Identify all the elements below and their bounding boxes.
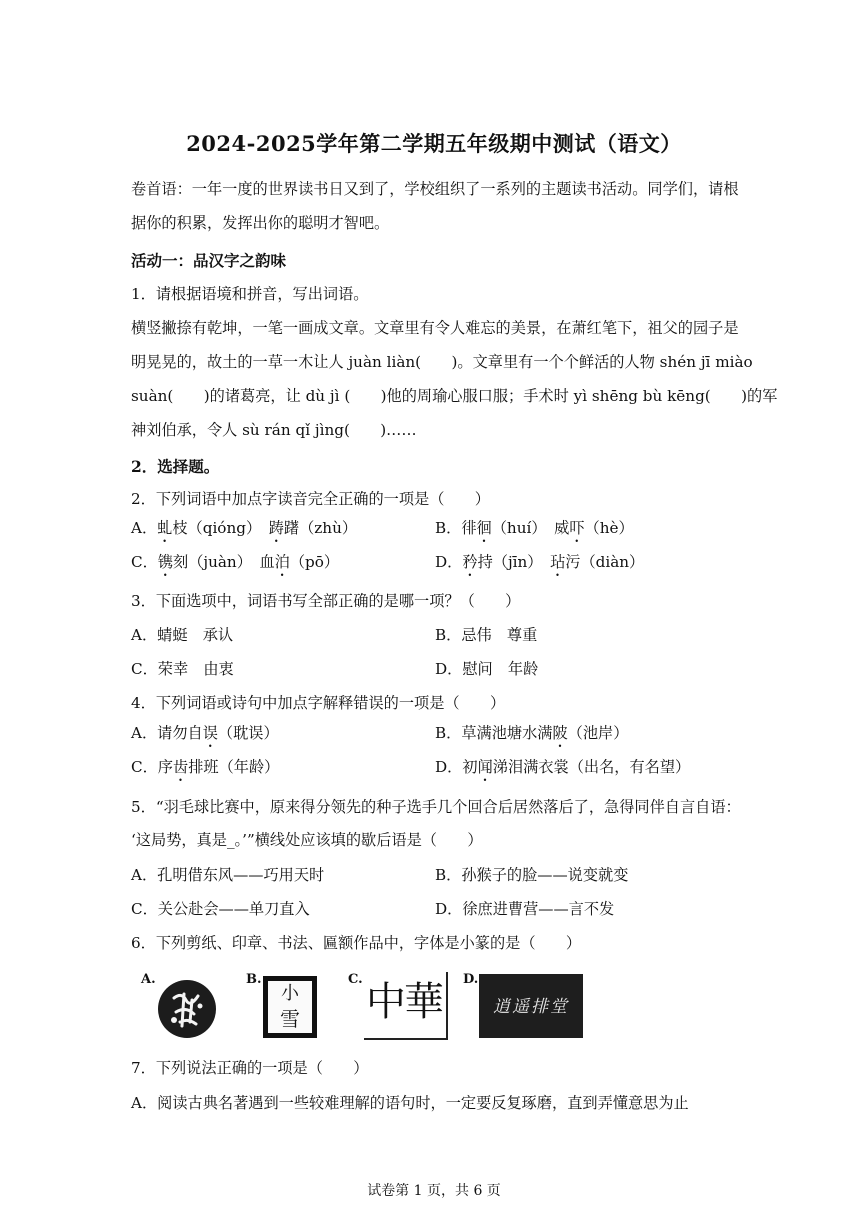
q2-option-a: A．虬枝（qióng） 踌躇（zhù）: [131, 519, 358, 537]
q4-option-b: B．草满池塘水满陂（池岸）: [435, 724, 629, 742]
intro-line-1: 卷首语：一年一度的世界读书日又到了，学校组织了一系列的主题读书活动。同学们，请根: [131, 180, 739, 198]
q2-option-d: D．矜持（jīn） 玷污（diàn）: [435, 553, 645, 571]
q3-option-c: C．荣幸 由衷: [131, 660, 234, 678]
calligraphy-image: 中 華: [364, 972, 448, 1040]
section-2-heading: 2．选择题。: [131, 457, 220, 476]
q5-option-c: C．关公赴会——单刀直入: [131, 900, 310, 918]
q2-option-b: B．徘徊（huí） 威吓（hè）: [435, 519, 634, 537]
q1-line-4: 神刘伯承，令人 sù rán qǐ jìng( )……: [131, 421, 417, 439]
q5-option-d: D．徐庶进曹营——言不发: [435, 900, 615, 918]
q4-option-c: C．序齿排班（年龄）: [131, 758, 280, 776]
q3-stem: 3．下面选项中，词语书写全部正确的是哪一项？（ ）: [131, 592, 521, 610]
q1-line-1: 横竖撇捺有乾坤，一笔一画成文章。文章里有令人难忘的美景，在萧红笔下，祖父的园子是: [131, 319, 739, 337]
q6-label-d: D.: [463, 972, 479, 987]
q3-option-d: D．慰问 年龄: [435, 660, 539, 678]
q4-option-d: D．初闻涕泪满衣裳（出名，有名望）: [435, 758, 691, 776]
q2-stem: 2．下列词语中加点字读音完全正确的一项是（ ）: [131, 490, 490, 508]
page-title: 2024-2025学年第二学期五年级期中测试（语文）: [186, 131, 682, 156]
q2-option-c: C．镌刻（juàn） 血泊（pō）: [131, 553, 340, 571]
stamp-image: 小 雪: [263, 976, 317, 1038]
q7-stem: 7．下列说法正确的一项是（ ）: [131, 1059, 369, 1077]
q5-line-2: ‘这局势，真是_。’”横线处应该填的歇后语是（ ）: [131, 831, 483, 849]
q5-line-1: 5．“羽毛球比赛中，原来得分领先的种子选手几个回合后居然落后了，急得同伴自言自语：: [131, 798, 741, 816]
q6-label-a: A.: [141, 972, 156, 987]
intro-line-2: 据你的积累，发挥出你的聪明才智吧。: [131, 214, 390, 232]
q6-label-c: C.: [348, 972, 363, 987]
page-footer: 试卷第 1 页，共 6 页: [367, 1183, 501, 1199]
q5-option-a: A．孔明借东风——巧用天时: [131, 866, 325, 884]
activity-heading: 活动一：品汉字之韵味: [131, 251, 287, 270]
q7-option-a: A．阅读古典名著遇到一些较难理解的语句时，一定要反复琢磨，直到弄懂意思为止: [131, 1094, 689, 1112]
q6-stem: 6．下列剪纸、印章、书法、匾额作品中，字体是小篆的是（ ）: [131, 934, 582, 952]
q3-option-a: A．蜻蜓 承认: [131, 626, 234, 644]
q1-line-3: suàn( )的诸葛亮，让 dù jì ( )他的周瑜心服口服；手术时 yì shēng bù kēng( )的军: [131, 387, 778, 405]
q4-option-a: A．请勿自误（耽误）: [131, 724, 279, 742]
q4-stem: 4．下列词语或诗句中加点字解释错误的一项是（ ）: [131, 694, 506, 712]
q1-stem: 1．请根据语境和拼音，写出词语。: [131, 285, 369, 303]
plaque-image: 逍遥排堂: [479, 974, 583, 1038]
q6-label-b: B.: [246, 972, 262, 987]
papercut-seal-image: [156, 978, 218, 1040]
q3-option-b: B．忌伟 尊重: [435, 626, 538, 644]
q1-line-2: 明晃晃的，故土的一草一木让人 juàn liàn( )。文章里有一个个鲜活的人物 shén jī miào: [131, 353, 753, 371]
q5-option-b: B．孙猴子的脸——说变就变: [435, 866, 629, 884]
